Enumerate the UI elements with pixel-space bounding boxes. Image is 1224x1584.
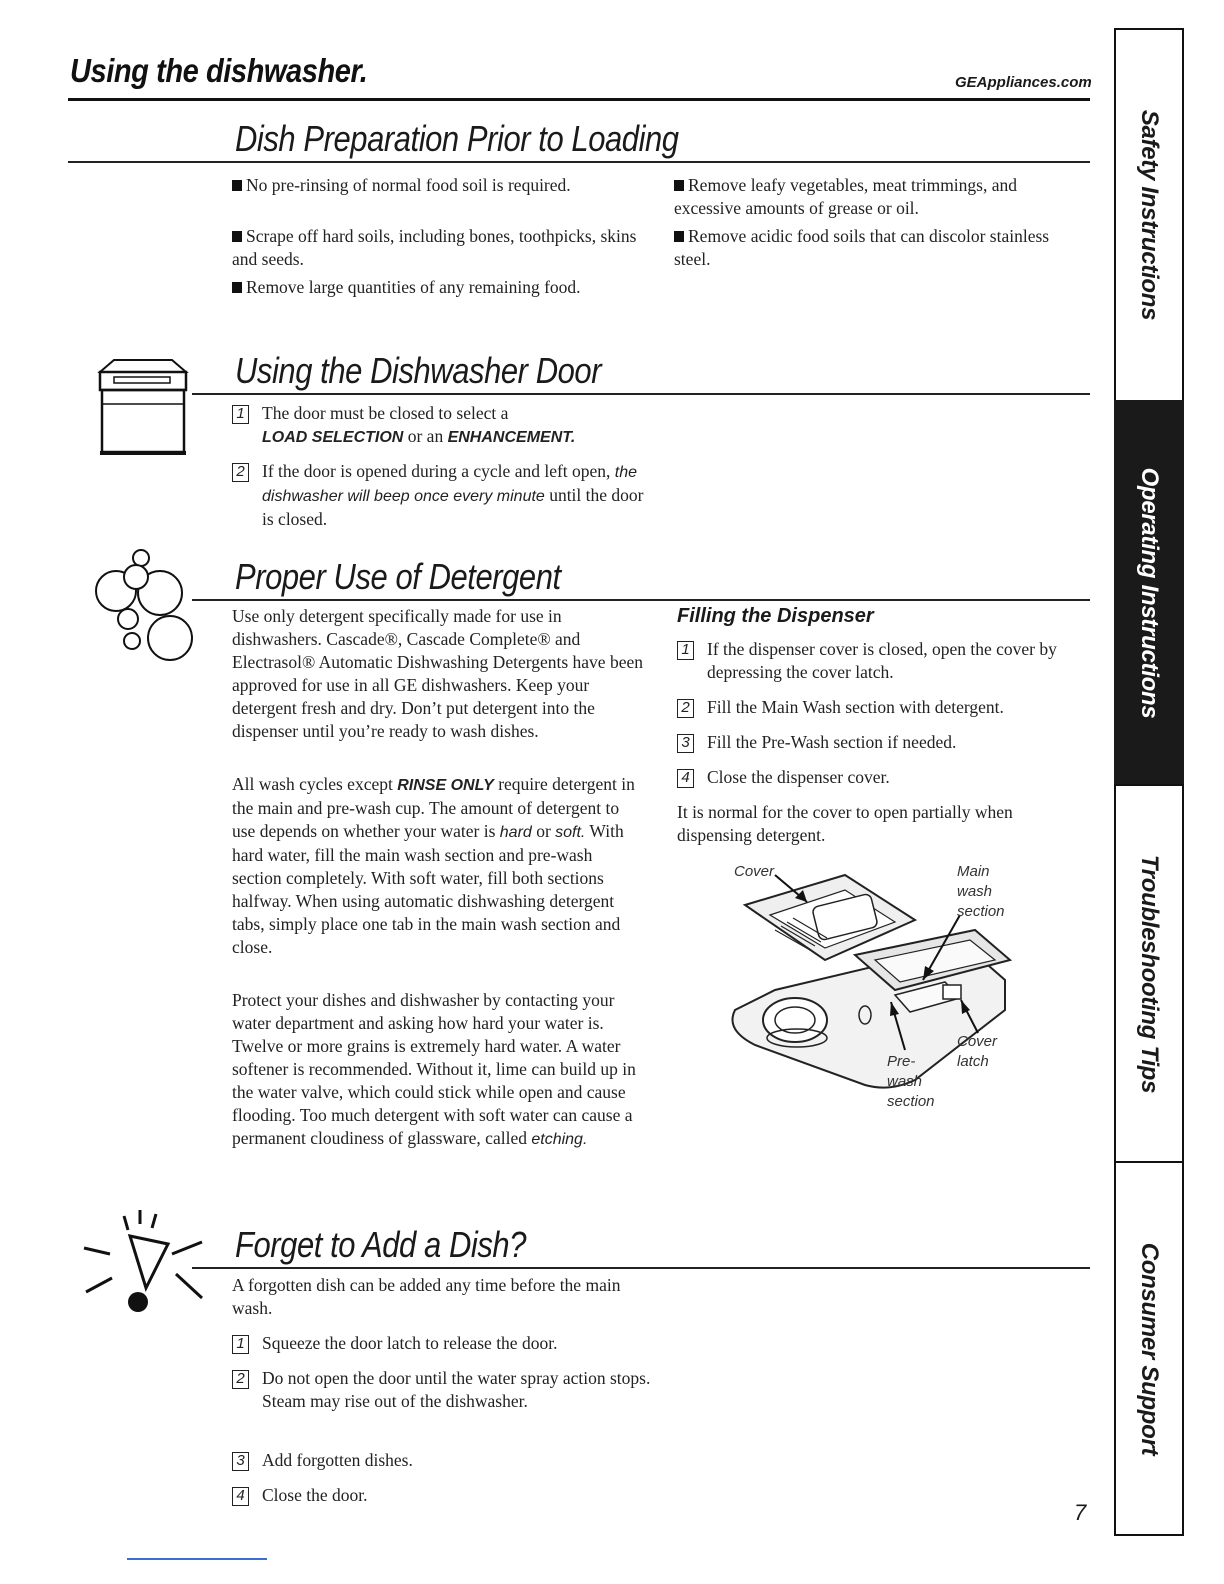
- step-number: 3: [232, 1452, 249, 1471]
- tab-operating-instructions[interactable]: [1114, 400, 1184, 785]
- callout-cover-latch: Cover latch: [957, 1033, 998, 1070]
- detergent-title: Proper Use of Detergent: [235, 556, 561, 597]
- header-rule: [68, 98, 1090, 101]
- prep-bullet: Remove acidic food soils that can discolor stainless steel.: [674, 226, 1050, 269]
- tab-safety-instructions[interactable]: [1114, 30, 1184, 400]
- link-underline: [127, 1558, 267, 1560]
- page-title: Using the dishwasher.: [70, 52, 368, 89]
- prep-rule: [68, 161, 1090, 163]
- bullet-icon: [232, 180, 242, 191]
- tab-label: Operating Instructions: [1136, 467, 1163, 718]
- bullet-icon: [674, 231, 684, 242]
- tab-troubleshooting-tips[interactable]: [1114, 786, 1184, 1162]
- forget-step-1: 1 Squeeze the door latch to release the door.: [232, 1332, 652, 1355]
- dispenser-step-4: 4 Close the dispenser cover.: [677, 766, 1082, 789]
- prep-bullet: Scrape off hard soils, including bones, toothpicks, skins and seeds.: [232, 226, 637, 269]
- step-number: 4: [232, 1487, 249, 1506]
- dispenser-step-1: 1 If the dispenser cover is closed, open the cover by depressing the cover latch.: [677, 638, 1082, 684]
- door-step-1: 1 The door must be closed to select a LOAD SELECTION or an ENHANCEMENT.: [232, 402, 652, 449]
- forget-intro: A forgotten dish can be added any time before the main wash.: [232, 1275, 621, 1318]
- prep-bullet: Remove large quantities of any remaining food.: [232, 276, 652, 299]
- step-number: 1: [677, 641, 694, 660]
- step-number: 3: [677, 734, 694, 753]
- dispenser-step-3: 3 Fill the Pre-Wash section if needed.: [677, 731, 1082, 754]
- tab-consumer-support[interactable]: [1114, 1163, 1184, 1534]
- dispenser-note: It is normal for the cover to open partially when dispensing detergent.: [677, 802, 1013, 845]
- step-number: 1: [232, 1335, 249, 1354]
- callout-cover: Cover: [734, 863, 775, 880]
- detergent-para-1: Use only detergent specifically made for use in dishwashers. Cascade®, Cascade Complete® and Electrasol® Automatic Dishwashing Detergents have been approved for use in all GE dishwashers. Keep your detergent fresh and dry. Don’t put detergent into the dispenser until you’re ready to wash dishes.: [232, 606, 643, 741]
- bullet-icon: [232, 231, 242, 242]
- prep-bullet: Remove leafy vegetables, meat trimmings, and excessive amounts of grease or oil.: [674, 175, 1017, 218]
- forget-title: Forget to Add a Dish?: [235, 1224, 526, 1265]
- exclamation-alert-icon: [80, 1208, 210, 1314]
- prep-title: Dish Preparation Prior to Loading: [235, 118, 679, 159]
- dishwasher-icon: [94, 352, 192, 456]
- step-number: 4: [677, 769, 694, 788]
- detergent-para-3: Protect your dishes and dishwasher by contacting your water department and asking how hard your water is. Twelve or more grains is extremely hard water. A water softener is recommended. Without it, lime can build up in the water valve, which could stick while open and cause flooding. Too much detergent with soft water can cause a permanent cloudiness of glassware, called etching.: [232, 990, 636, 1148]
- detergent-para-2: All wash cycles except RINSE ONLY require detergent in the main and pre-wash cup. The amount of detergent to use depends on whether your water is hard or soft. With hard water, fill the main wash section and pre-wash section completely. With soft water, fill both sections halfway. When using automatic dishwashing detergent tabs, simply place one tab in the main wash section and close.: [232, 774, 635, 957]
- bullet-icon: [674, 180, 684, 191]
- forget-step-4: 4 Close the door.: [232, 1484, 652, 1507]
- bubbles-icon: [88, 545, 198, 667]
- door-step-2: 2 If the door is opened during a cycle and left open, the dishwasher will beep once every minute until the door is closed.: [232, 460, 652, 531]
- dispenser-step-2: 2 Fill the Main Wash section with detergent.: [677, 696, 1082, 719]
- door-title: Using the Dishwasher Door: [235, 350, 602, 391]
- tab-label: Consumer Support: [1136, 1242, 1163, 1455]
- website-label: GEAppliances.com: [955, 74, 1092, 91]
- callout-main-wash: Main wash section: [957, 863, 1005, 920]
- page-number: 7: [1074, 1500, 1087, 1525]
- step-number: 2: [232, 463, 249, 482]
- forget-rule: [192, 1267, 1090, 1269]
- tab-label: Troubleshooting Tips: [1136, 854, 1163, 1094]
- step-number: 2: [677, 699, 694, 718]
- tab-label: Safety Instructions: [1136, 109, 1163, 321]
- callout-prewash: Pre-wash section: [887, 1053, 935, 1110]
- door-rule: [192, 393, 1090, 395]
- forget-step-3: 3 Add forgotten dishes.: [232, 1449, 652, 1472]
- detergent-rule: [192, 599, 1090, 601]
- dispenser-heading: Filling the Dispenser: [677, 605, 874, 627]
- bullet-icon: [232, 282, 242, 293]
- prep-bullet: No pre-rinsing of normal food soil is required.: [232, 174, 652, 197]
- step-number: 2: [232, 1370, 249, 1389]
- step-number: 1: [232, 405, 249, 424]
- forget-step-2: 2 Do not open the door until the water spray action stops. Steam may rise out of the dishwasher.: [232, 1367, 652, 1413]
